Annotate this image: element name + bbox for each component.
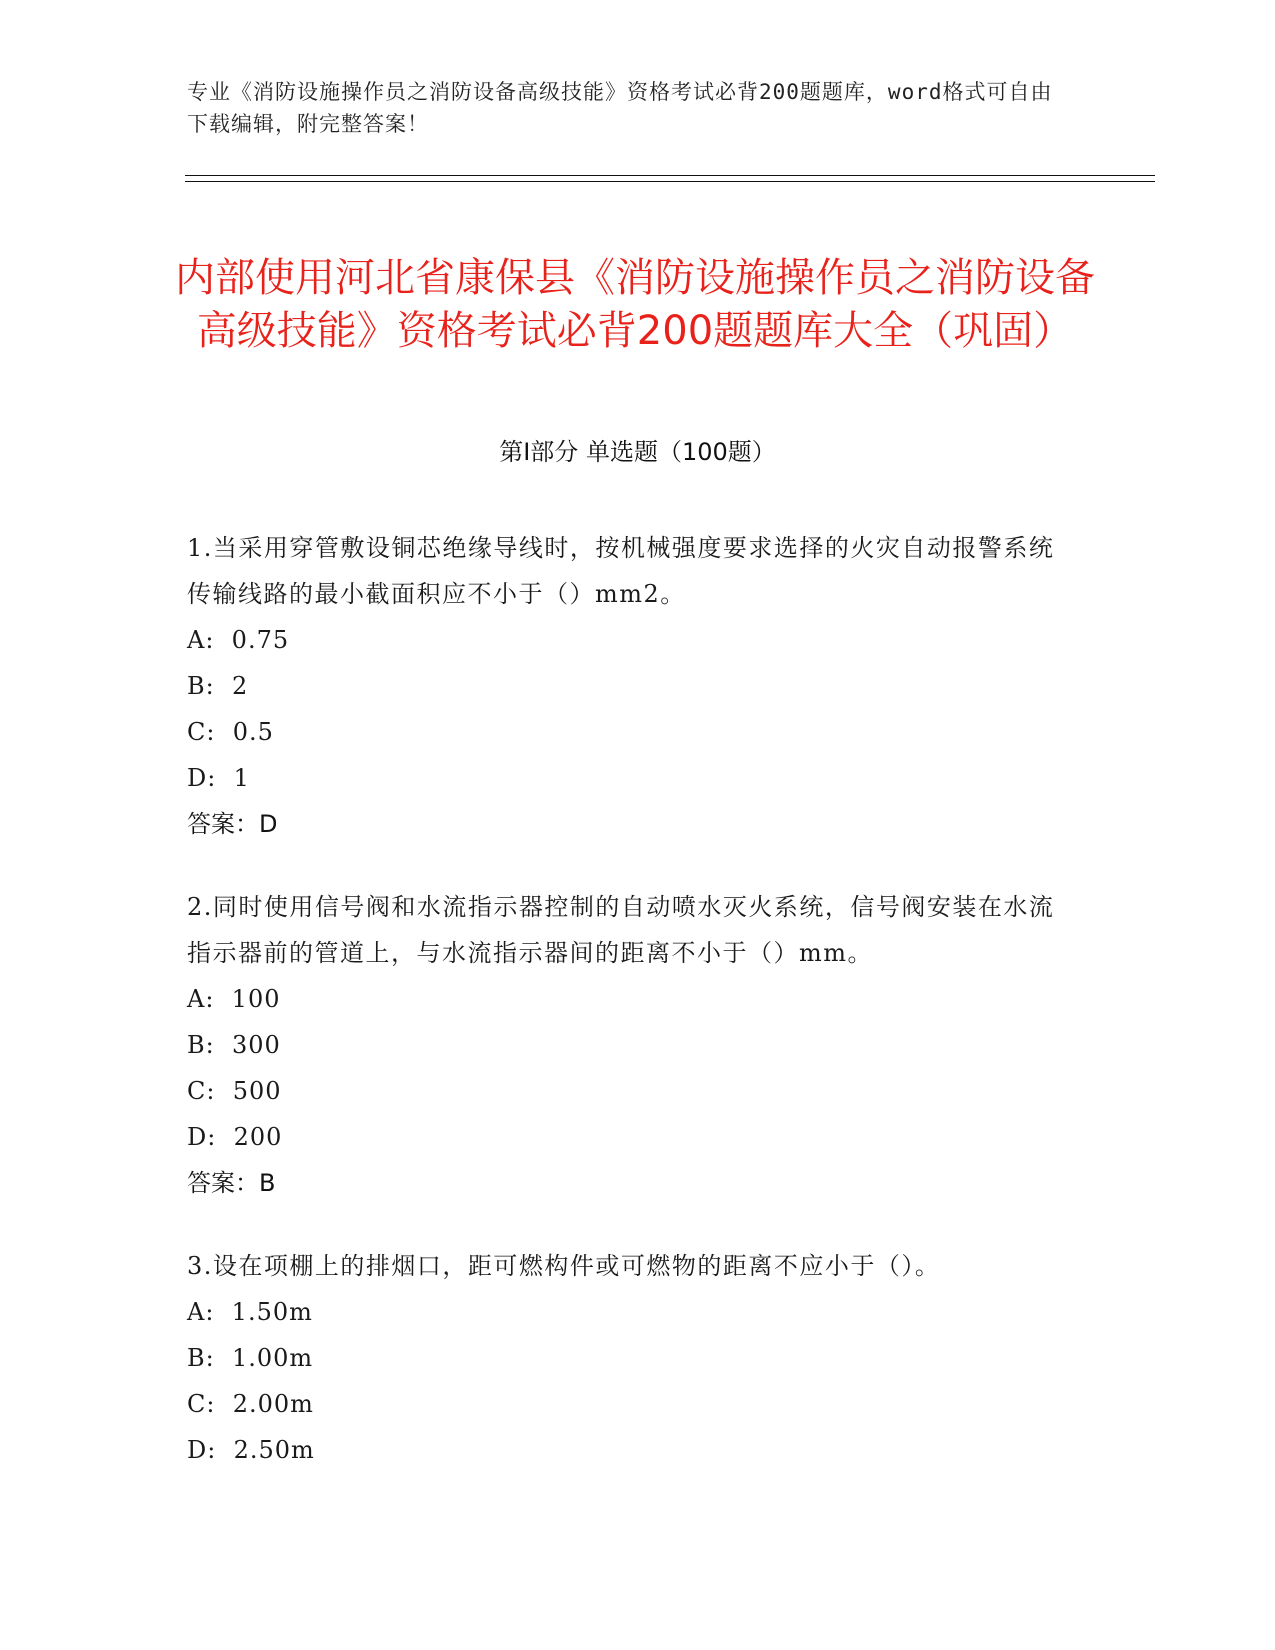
question-text: 2.同时使用信号阀和水流指示器控制的自动喷水灭火系统，信号阀安装在水流指示器前的管道上，与水流指示器间的距离不小于（）mm。 — [187, 893, 1055, 967]
header-divider-top — [185, 175, 1155, 176]
option-c: C: 500 — [187, 1077, 282, 1105]
document-title: 内部使用河北省康保县《消防设施操作员之消防设备高级技能》资格考试必背200题题库大全（巩固） — [175, 254, 1095, 354]
question-list — [187, 525, 1067, 1510]
option-a: A: 100 — [187, 985, 281, 1013]
header-note: 专业《消防设施操作员之消防设备高级技能》资格考试必背200题题库，word格式可自由下载编辑，附完整答案！ — [187, 80, 1053, 136]
question-text: 3.设在项棚上的排烟口，距可燃构件或可燃物的距离不应小于（）。 — [187, 1252, 941, 1280]
section-title: 第Ⅰ部分 单选题（100题） — [499, 438, 776, 466]
option-b: B: 1.00m — [187, 1344, 314, 1372]
option-d: D: 2.50m — [187, 1436, 315, 1464]
option-a: A: 0.75 — [187, 626, 290, 654]
header-divider-bottom — [185, 181, 1155, 182]
option-d: D: 1 — [187, 764, 250, 792]
question-1 — [187, 525, 1067, 847]
option-c: C: 2.00m — [187, 1390, 314, 1418]
option-b: B: 2 — [187, 672, 249, 700]
answer: 答案：D — [187, 810, 278, 838]
question-2 — [187, 884, 1067, 1206]
question-3 — [187, 1243, 1067, 1473]
option-b: B: 300 — [187, 1031, 281, 1059]
option-d: D: 200 — [187, 1123, 283, 1151]
question-text: 1.当采用穿管敷设铜芯绝缘导线时，按机械强度要求选择的火灾自动报警系统传输线路的最小截面积应不小于（）mm2。 — [187, 534, 1055, 608]
option-a: A: 1.50m — [187, 1298, 313, 1326]
option-c: C: 0.5 — [187, 718, 274, 746]
answer: 答案：B — [187, 1169, 276, 1197]
